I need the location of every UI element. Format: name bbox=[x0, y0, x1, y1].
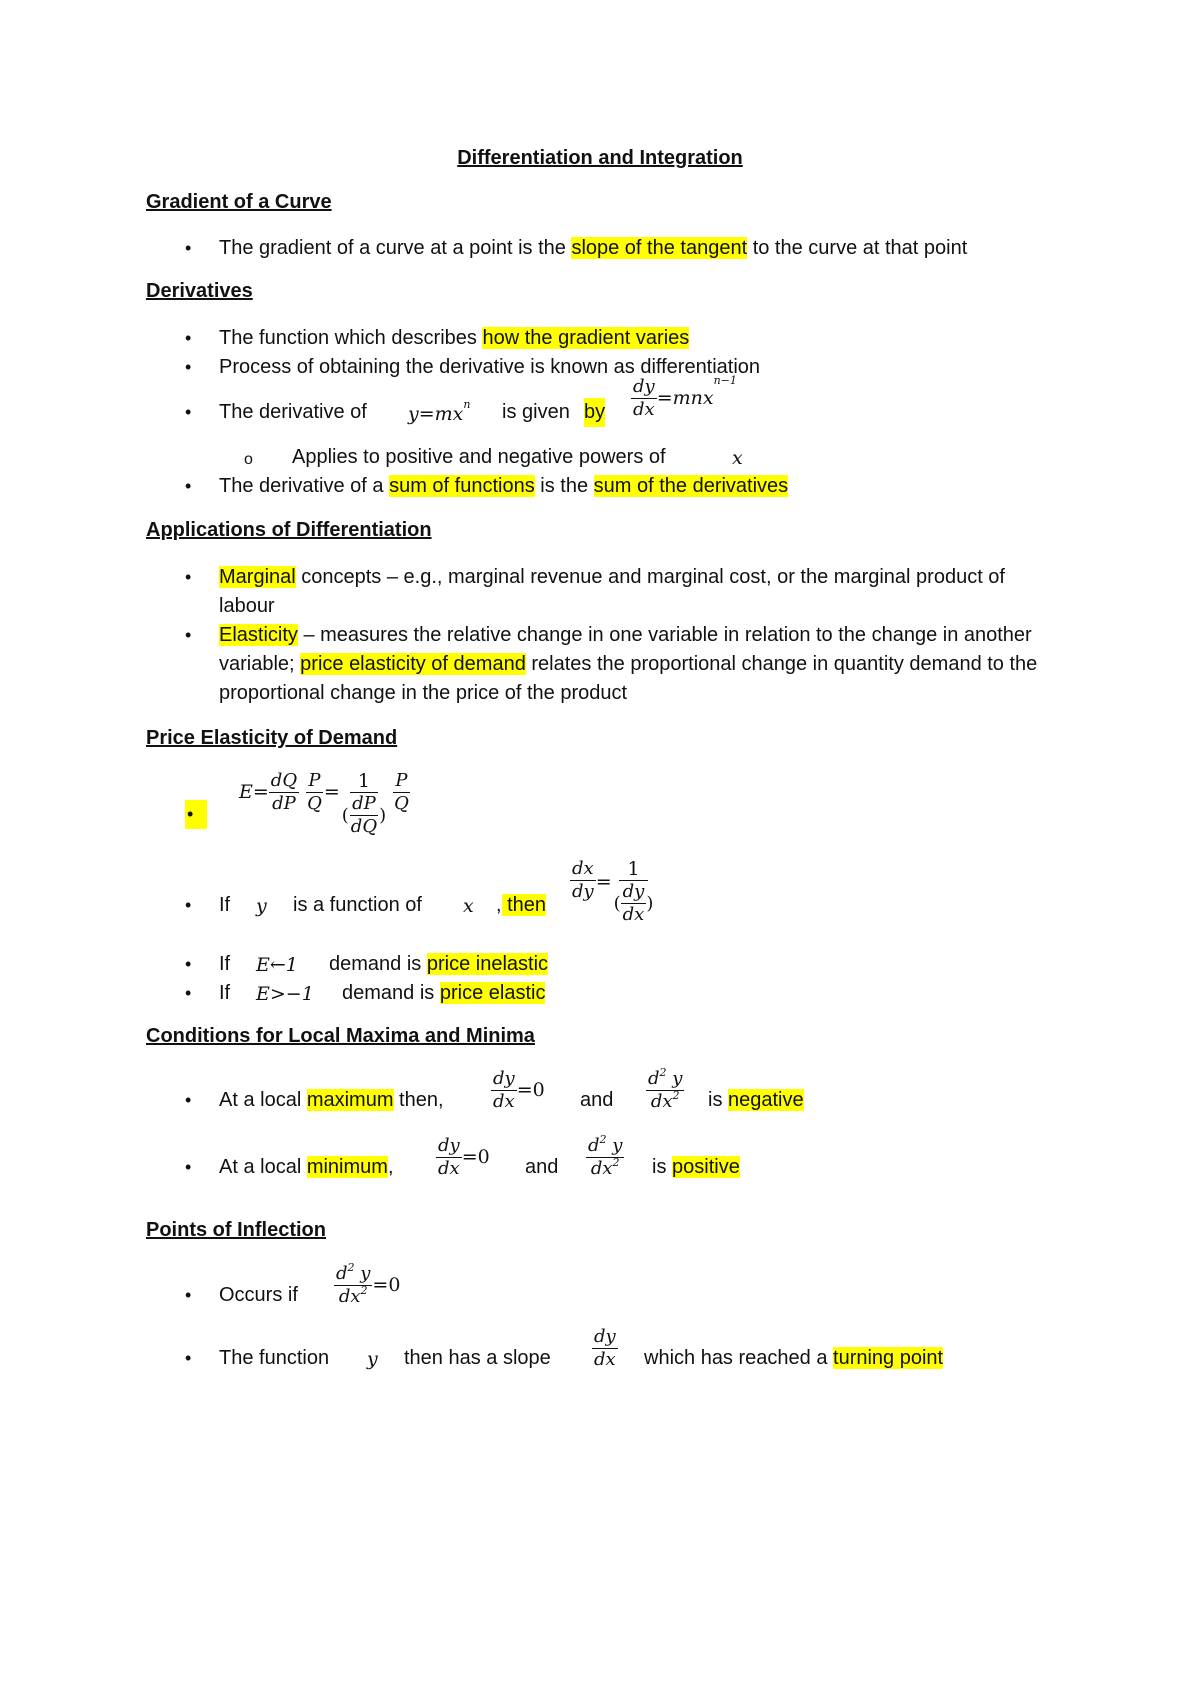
heading-applications: Applications of Differentiation bbox=[146, 519, 432, 541]
bullet-icon: • bbox=[185, 476, 192, 496]
math-fraction: $\frac{d^2 y}{dx^2}$ bbox=[588, 1133, 623, 1179]
heading-gradient: Gradient of a Curve bbox=[146, 191, 332, 213]
document-page: Differentiation and Integration Gradient of a Curve • The gradient of a curve at a point is the slope of the tangent to the curve at that point Derivatives • The function which describes how the gradient varies • Process of obtaining the derivative is known as differentiation • The derivative of $y=mx^n$ is given by $\frac{dy}{dx}$ =mnx$^{n-1}$ o Applies to positive and negative powers of x • The derivative of a sum of functions is the sum of the derivatives Applications of Differentiation • Marginal concepts – e.g., marginal revenue and marginal cost, or the marginal product of labour • Elasticity – measures the relative change in one variable in relation to the change in another variable; price elasticity of demand relates the proportional change in quantity demand to the proportional change in the price of the product Price Elasticity of Demand • E= $\frac{dQ}{dP}$ $\frac{P}{Q}$ = 1 ( $\frac{dP}{dQ}$ ) $\frac{P}{Q}$ • If y is a function of x , then $\frac{dx}{dy}$ = 1 ( $\frac{dy}{dx}$ ) • If E←1 demand is price inelastic • If E>−1 demand is price elastic Conditions for Local Maxima and Minima • At a local maximum then, $\frac{dy}{dx}$ =0 and $\frac{d^2 y}{dx^2}$ is negative • At a local minimum, $\frac{dy}{dx}$ =0 and $\frac{d^2 y}{dx^2}$ is positive Points of Inflection • Occurs if $\frac{d^2 y}{dx^2}$ =0 • The function y then has a slope $\frac{dy}{dx}$ which has reached a turning point bbox=[0, 0, 1200, 1698]
highlight: price elastic bbox=[439, 982, 546, 1004]
bullet-icon: • bbox=[185, 983, 192, 1003]
bullet-icon: • bbox=[185, 238, 192, 258]
heading-derivatives: Derivatives bbox=[146, 280, 253, 302]
bullet-icon: • bbox=[185, 328, 192, 348]
bullet-icon: • bbox=[185, 800, 207, 829]
circle-bullet-icon: o bbox=[244, 451, 253, 468]
heading-inflection: Points of Inflection bbox=[146, 1219, 326, 1241]
math-fraction: $\frac{d^2 y}{dx^2}$ =0 bbox=[336, 1261, 401, 1307]
bullet-icon: • bbox=[185, 402, 192, 422]
highlight: positive bbox=[672, 1156, 740, 1178]
highlight: turning point bbox=[833, 1347, 944, 1369]
highlight: Elasticity bbox=[219, 624, 298, 646]
bullet-icon: • bbox=[185, 1348, 192, 1368]
highlight: negative bbox=[728, 1089, 804, 1111]
bullet-icon: • bbox=[185, 895, 192, 915]
heading-ped: Price Elasticity of Demand bbox=[146, 727, 398, 749]
highlight: slope of the tangent bbox=[571, 237, 748, 259]
highlight: how the gradient varies bbox=[482, 327, 690, 349]
highlight: price elasticity of demand bbox=[300, 653, 526, 675]
bullet-icon: • bbox=[185, 567, 192, 587]
highlight: then bbox=[501, 894, 547, 916]
bullet-icon: • bbox=[185, 954, 192, 974]
heading-maxmin: Conditions for Local Maxima and Minima bbox=[146, 1025, 535, 1047]
math-fraction: $\frac{dy}{dx}$ =0 bbox=[438, 1135, 490, 1179]
math-fraction: $\frac{dy}{dx}$ bbox=[594, 1326, 616, 1370]
highlight: maximum bbox=[306, 1089, 394, 1111]
highlight: Marginal bbox=[219, 566, 296, 588]
highlight: sum of functions bbox=[389, 475, 535, 497]
bullet-icon: • bbox=[185, 1157, 192, 1177]
math-equation: E= $\frac{dQ}{dP}$ $\frac{P}{Q}$ = 1 ( $\frac{dP}{dQ}$ ) $\frac{P}{Q}$ bbox=[239, 770, 409, 837]
bullet-icon: • bbox=[185, 1090, 192, 1110]
math-fraction: $\frac{d^2 y}{dx^2}$ bbox=[648, 1066, 683, 1112]
page-title: Differentiation and Integration bbox=[457, 147, 743, 169]
math-fraction: $\frac{dy}{dx}$ =mnx$^{n-1}$ bbox=[633, 374, 737, 420]
highlight: sum of the derivatives bbox=[593, 475, 789, 497]
highlight: price inelastic bbox=[426, 953, 549, 975]
bullet-icon: • bbox=[185, 357, 192, 377]
bullet-icon: • bbox=[185, 625, 192, 645]
highlight: by bbox=[584, 398, 605, 427]
math-fraction: $\frac{dy}{dx}$ =0 bbox=[493, 1068, 545, 1112]
highlight: minimum bbox=[306, 1156, 388, 1178]
math-expression: $y=mx^n$ bbox=[408, 398, 471, 425]
math-equation: $\frac{dx}{dy}$ = 1 ( $\frac{dy}{dx}$ ) bbox=[572, 858, 654, 925]
bullet-icon: • bbox=[185, 1285, 192, 1305]
